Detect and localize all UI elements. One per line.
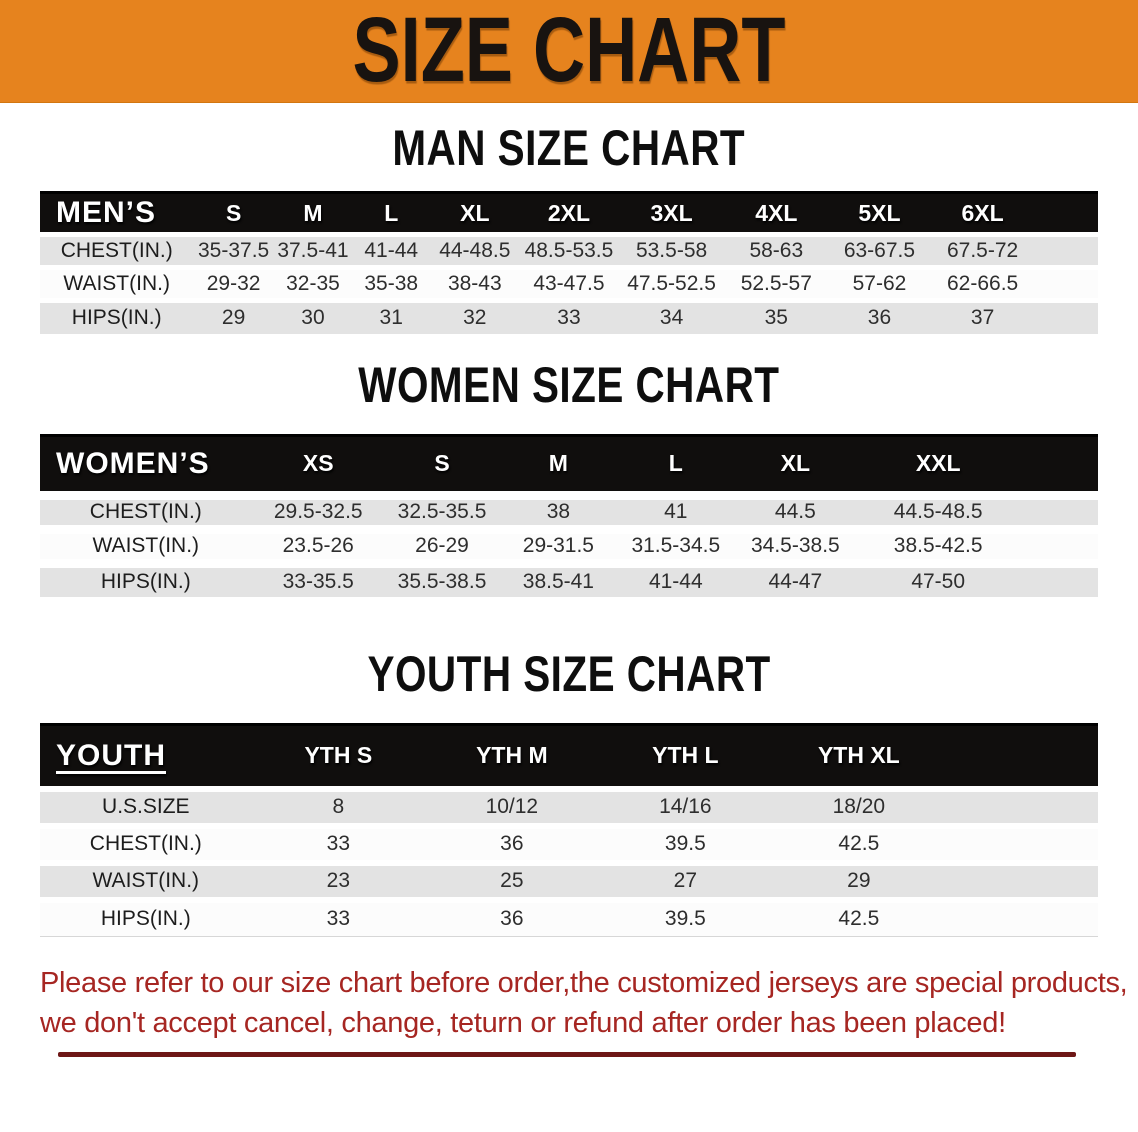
column-header: M — [499, 435, 617, 495]
row-label: WAIST(IN.) — [40, 268, 193, 301]
page-title: SIZE CHART — [352, 0, 786, 102]
table-corner-label: YOUTH — [40, 725, 252, 789]
cell: 25 — [425, 863, 599, 900]
column-header: 2XL — [519, 193, 618, 235]
cell: 33 — [252, 826, 426, 863]
cell: 47.5-52.5 — [619, 268, 725, 301]
cell: 30 — [274, 301, 352, 334]
cell: 35.5-38.5 — [385, 563, 499, 597]
cell: 37 — [931, 301, 1035, 334]
spacer-cell — [946, 789, 1098, 826]
cell: 37.5-41 — [274, 235, 352, 268]
cell: 36 — [425, 900, 599, 937]
spacer-cell — [1020, 529, 1098, 563]
cell: 38 — [499, 495, 617, 529]
cell: 35 — [724, 301, 828, 334]
disclaimer — [0, 937, 1138, 1043]
column-header: 4XL — [724, 193, 828, 235]
spacer-cell — [946, 863, 1098, 900]
row-label: CHEST(IN.) — [40, 235, 193, 268]
cell: 33-35.5 — [252, 563, 385, 597]
cell: 53.5-58 — [619, 235, 725, 268]
youth-header-row — [40, 725, 1098, 789]
column-header: XXL — [857, 435, 1020, 495]
section-heading-women: WOMEN SIZE CHART — [358, 357, 780, 413]
cell: 58-63 — [724, 235, 828, 268]
cutoff-text-line — [58, 1052, 1076, 1057]
table-corner-label: WOMEN’S — [40, 435, 252, 495]
cell: 48.5-53.5 — [519, 235, 618, 268]
row-label: HIPS(IN.) — [40, 563, 252, 597]
cell: 18/20 — [772, 789, 946, 826]
row-label: HIPS(IN.) — [40, 900, 252, 937]
cell: 27 — [599, 863, 773, 900]
spacer-cell — [946, 826, 1098, 863]
cell: 39.5 — [599, 900, 773, 937]
women-size-table — [40, 434, 1098, 598]
cell: 36 — [425, 826, 599, 863]
cell: 29 — [193, 301, 273, 334]
row-label: CHEST(IN.) — [40, 495, 252, 529]
cell: 67.5-72 — [931, 235, 1035, 268]
cell: 36 — [828, 301, 931, 334]
table-row — [40, 495, 1098, 529]
section-heading-man: MAN SIZE CHART — [392, 120, 746, 177]
column-header: M — [274, 193, 352, 235]
cell: 14/16 — [599, 789, 773, 826]
cell: 35-37.5 — [193, 235, 273, 268]
spacer-cell — [1020, 495, 1098, 529]
title-banner — [0, 0, 1138, 103]
cell: 35-38 — [352, 268, 430, 301]
column-header: XL — [734, 435, 857, 495]
cell: 38.5-42.5 — [857, 529, 1020, 563]
column-header: 5XL — [828, 193, 931, 235]
cell: 29.5-32.5 — [252, 495, 385, 529]
column-header: YTH S — [252, 725, 426, 789]
table-row — [40, 268, 1098, 301]
column-header: 3XL — [619, 193, 725, 235]
disclaimer-line-1: Please refer to our size chart before order,the customized jerseys are special products, — [40, 967, 1128, 999]
table-row — [40, 529, 1098, 563]
cell: 63-67.5 — [828, 235, 931, 268]
spacer-cell — [1020, 435, 1098, 495]
cell: 34.5-38.5 — [734, 529, 857, 563]
cell: 33 — [252, 900, 426, 937]
spacer-cell — [1034, 193, 1098, 235]
spacer-cell — [1034, 268, 1098, 301]
cell: 52.5-57 — [724, 268, 828, 301]
cell: 32.5-35.5 — [385, 495, 499, 529]
disclaimer-line-2: we don't accept cancel, change, teturn or refund after order has been placed! — [40, 1007, 1006, 1039]
cell: 47-50 — [857, 563, 1020, 597]
cell: 29-32 — [193, 268, 273, 301]
column-header: XS — [252, 435, 385, 495]
spacer-cell — [1034, 235, 1098, 268]
cell: 33 — [519, 301, 618, 334]
row-label: CHEST(IN.) — [40, 826, 252, 863]
column-header: XL — [430, 193, 519, 235]
column-header: 6XL — [931, 193, 1035, 235]
cell: 34 — [619, 301, 725, 334]
cell: 41-44 — [618, 563, 734, 597]
cell: 38.5-41 — [499, 563, 617, 597]
cell: 32 — [430, 301, 519, 334]
table-corner-label: MEN’S — [40, 193, 193, 235]
cell: 42.5 — [772, 900, 946, 937]
cell: 44.5-48.5 — [857, 495, 1020, 529]
men-header-row — [40, 193, 1098, 235]
column-header: YTH XL — [772, 725, 946, 789]
spacer-cell — [1034, 301, 1098, 334]
table-row — [40, 863, 1098, 900]
column-header: S — [385, 435, 499, 495]
cell: 39.5 — [599, 826, 773, 863]
spacer-cell — [946, 900, 1098, 937]
cell: 41 — [618, 495, 734, 529]
cell: 26-29 — [385, 529, 499, 563]
cell: 44-48.5 — [430, 235, 519, 268]
cell: 44-47 — [734, 563, 857, 597]
table-row — [40, 826, 1098, 863]
cell: 23.5-26 — [252, 529, 385, 563]
row-label: HIPS(IN.) — [40, 301, 193, 334]
cell: 23 — [252, 863, 426, 900]
cell: 31 — [352, 301, 430, 334]
men-size-table — [40, 191, 1098, 334]
column-header: YTH L — [599, 725, 773, 789]
table-row — [40, 789, 1098, 826]
row-label: WAIST(IN.) — [40, 863, 252, 900]
youth-size-table — [40, 723, 1098, 937]
spacer-cell — [946, 725, 1098, 789]
cell: 41-44 — [352, 235, 430, 268]
cell: 57-62 — [828, 268, 931, 301]
cell: 10/12 — [425, 789, 599, 826]
column-header: L — [352, 193, 430, 235]
cell: 43-47.5 — [519, 268, 618, 301]
cell: 38-43 — [430, 268, 519, 301]
cell: 44.5 — [734, 495, 857, 529]
table-row — [40, 900, 1098, 937]
cell: 31.5-34.5 — [618, 529, 734, 563]
cell: 32-35 — [274, 268, 352, 301]
section-heading-youth: YOUTH SIZE CHART — [367, 646, 771, 703]
cell: 42.5 — [772, 826, 946, 863]
column-header: L — [618, 435, 734, 495]
women-header-row — [40, 435, 1098, 495]
table-row — [40, 301, 1098, 334]
row-label: WAIST(IN.) — [40, 529, 252, 563]
table-row — [40, 563, 1098, 597]
row-label: U.S.SIZE — [40, 789, 252, 826]
cell: 8 — [252, 789, 426, 826]
column-header: S — [193, 193, 273, 235]
column-header: YTH M — [425, 725, 599, 789]
cell: 29-31.5 — [499, 529, 617, 563]
table-row — [40, 235, 1098, 268]
cell: 62-66.5 — [931, 268, 1035, 301]
cell: 29 — [772, 863, 946, 900]
spacer-cell — [1020, 563, 1098, 597]
